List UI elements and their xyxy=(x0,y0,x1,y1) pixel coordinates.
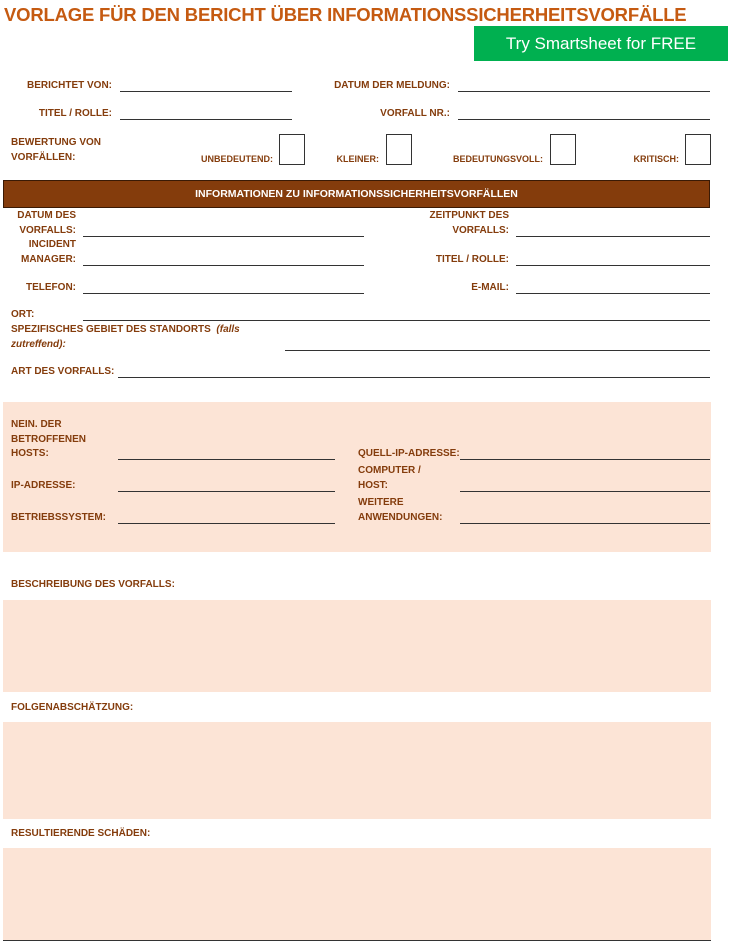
try-smartsheet-button[interactable]: Try Smartsheet for FREE xyxy=(474,26,728,61)
email-field[interactable] xyxy=(516,293,710,294)
incident-type-label: ART DES VORFALLS: xyxy=(11,366,115,377)
rating-option-label: KRITISCH: xyxy=(633,154,679,164)
title-role-field[interactable] xyxy=(120,119,292,120)
location-label: ORT: xyxy=(11,309,35,320)
rating-kleiner-checkbox[interactable] xyxy=(386,134,412,165)
site-area-field[interactable] xyxy=(285,350,710,351)
rating-option-label: BEDEUTUNGSVOLL: xyxy=(453,154,543,164)
impact-textarea[interactable] xyxy=(3,722,711,819)
incident-no-label: VORFALL NR.: xyxy=(380,108,450,119)
other-apps-field[interactable] xyxy=(460,523,710,524)
incident-no-field[interactable] xyxy=(458,119,710,120)
source-ip-label: QUELL-IP-ADRESSE: xyxy=(358,448,460,459)
phone-label: TELEFON: xyxy=(26,282,76,293)
email-label: E-MAIL: xyxy=(471,282,509,293)
rating-unbedeutend-checkbox[interactable] xyxy=(279,134,305,165)
report-date-label: DATUM DER MELDUNG: xyxy=(334,80,450,91)
report-date-field[interactable] xyxy=(458,91,710,92)
damages-label: RESULTIERENDE SCHÄDEN: xyxy=(11,828,151,839)
title-role-label: TITEL / ROLLE: xyxy=(38,108,112,119)
incident-time-field[interactable] xyxy=(516,236,710,237)
incident-time-label: ZEITPUNKT DES VORFALLS: xyxy=(429,210,509,236)
incident-date-label: DATUM DES VORFALLS: xyxy=(17,210,76,236)
affected-hosts-field[interactable] xyxy=(118,459,335,460)
ip-address-label: IP-ADRESSE: xyxy=(11,480,76,491)
rating-label: BEWERTUNG VON VORFÄLLEN: xyxy=(11,137,101,163)
source-ip-field[interactable] xyxy=(460,459,710,460)
description-label: BESCHREIBUNG DES VORFALLS: xyxy=(11,579,175,590)
damages-textarea[interactable] xyxy=(3,848,711,940)
incident-manager-label: INCIDENT MANAGER: xyxy=(21,239,76,265)
computer-host-label: COMPUTER / HOST: xyxy=(358,465,421,491)
bottom-rule xyxy=(3,940,711,941)
computer-host-field[interactable] xyxy=(460,491,710,492)
incident-date-field[interactable] xyxy=(83,236,364,237)
reported-by-label: BERICHTET VON: xyxy=(27,80,112,91)
incident-manager-field[interactable] xyxy=(83,265,364,266)
description-textarea[interactable] xyxy=(3,600,711,692)
ip-address-field[interactable] xyxy=(118,491,335,492)
rating-bedeutungsvoll-checkbox[interactable] xyxy=(550,134,576,165)
impact-label: FOLGENABSCHÄTZUNG: xyxy=(11,702,134,713)
rating-option-label: KLEINER: xyxy=(336,154,379,164)
os-field[interactable] xyxy=(118,523,335,524)
hosts-section xyxy=(3,402,711,552)
affected-hosts-label: NEIN. DER BETROFFENEN HOSTS: xyxy=(11,419,86,459)
section-banner: INFORMATIONEN ZU INFORMATIONSSICHERHEITSVORFÄLLEN xyxy=(3,180,710,208)
reported-by-field[interactable] xyxy=(120,91,292,92)
page-title: VORLAGE FÜR DEN BERICHT ÜBER INFORMATIONSSICHERHEITSVORFÄLLE xyxy=(4,4,687,25)
rating-kritisch-checkbox[interactable] xyxy=(685,134,711,165)
incident-type-field[interactable] xyxy=(118,377,710,378)
manager-title-role-field[interactable] xyxy=(516,265,710,266)
phone-field[interactable] xyxy=(83,293,364,294)
rating-option-label: UNBEDEUTEND: xyxy=(201,154,273,164)
manager-title-role-label: TITEL / ROLLE: xyxy=(435,254,509,265)
other-apps-label: WEITERE ANWENDUNGEN: xyxy=(358,497,443,523)
os-label: BETRIEBSSYSTEM: xyxy=(11,512,107,523)
location-field[interactable] xyxy=(83,320,710,321)
site-area-label: SPEZIFISCHES GEBIET DES STANDORTS (falls zutreffend): xyxy=(11,324,240,350)
